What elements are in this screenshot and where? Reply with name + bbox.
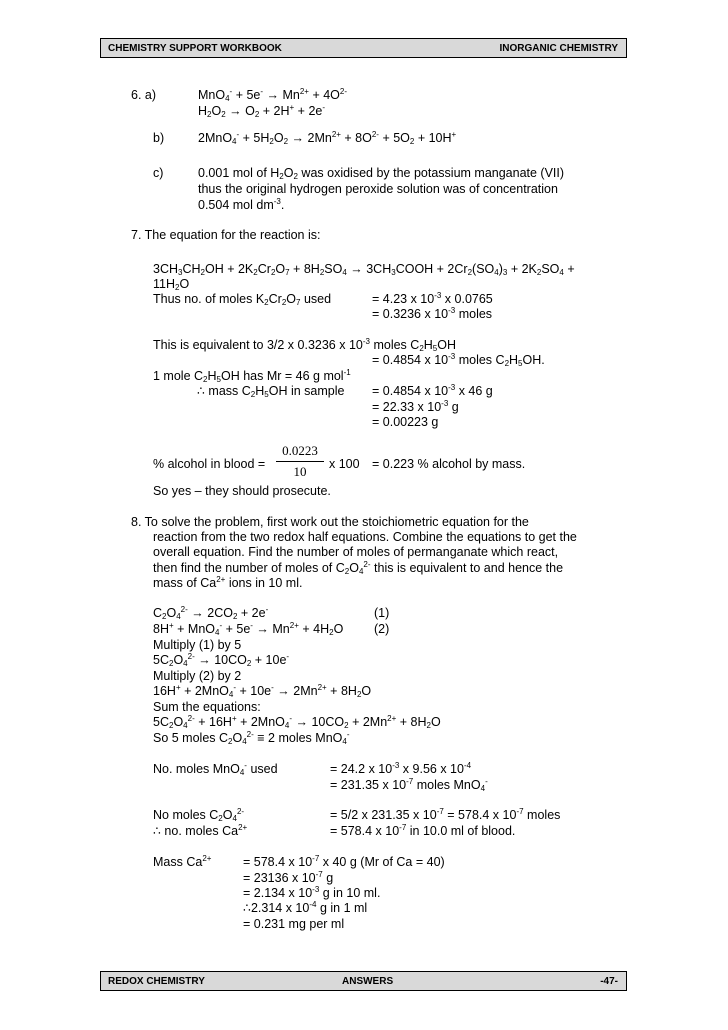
calc-value: = 24.2 x $10^{-3}$ x 9.56 x $10^{-4}$ xyxy=(330,761,472,776)
text-line: 0.001 mol of $H_2O_2$ was oxidised by the potassium manganate (VII) xyxy=(198,166,565,181)
page-number: -47- xyxy=(600,976,618,987)
text-line: mass of $Ca^{2+}$ ions in 10 ml. xyxy=(153,575,303,590)
question-6a-label: 6. a) xyxy=(131,88,157,102)
text-line: Mass $Ca^{2+}$ xyxy=(153,854,212,869)
text-line: overall equation. Find the number of moles of permanganate which react, xyxy=(153,545,559,559)
calc-value: = 578.4 x $10^{-7}$ x 40 g (Mr of Ca = 40) xyxy=(243,854,445,869)
equation-line: $5C_2O_4^{2-} \to 10CO_2 + 10e^-$ xyxy=(153,652,290,668)
calc-value: = 23136 x $10^{-7}$ g xyxy=(243,870,334,885)
calc-value: = 0.223 % alcohol by mass. xyxy=(372,457,526,471)
footer-answers-label: ANSWERS xyxy=(342,976,394,987)
text-line: So yes – they should prosecute. xyxy=(153,484,331,498)
text-line: Multiply (2) by 2 xyxy=(153,669,242,683)
calc-value: = 22.33 x $10^{-3}$ g xyxy=(372,399,459,414)
question-6c-label: c) xyxy=(153,166,164,180)
calc-value: = 0.4854 x $10^{-3}$ x 46 g xyxy=(372,383,493,398)
text-line: x 100 xyxy=(329,457,360,471)
calc-value: = 0.231 mg per ml xyxy=(243,917,345,931)
equation-line: $C_2O_4^{2-} \to 2CO_2 + 2e^-$ xyxy=(153,605,269,621)
calc-value: = 5/2 x 231.35 x $10^{-7} = 578.4$ x $10^{-7}$ moles xyxy=(330,807,561,822)
text-line: then find the number of moles of $C_2O_4^{2-}$ this is equivalent to and hence the xyxy=(153,560,564,576)
text-line: This is equivalent to 3/2 x 0.3236 x $10^{-3}$ moles $C_2H_5OH$ xyxy=(153,337,456,353)
text-line: reaction from the two redox half equations. Combine the equations to get the xyxy=(153,530,577,544)
text-line: 1 mole $C_2H_5OH$ has Mr = 46 g mol$^{-1}$ xyxy=(153,368,351,384)
calc-value: = 578.4 x $10^{-7}$ in 10.0 ml of blood. xyxy=(330,823,516,838)
equation-line: So 5 moles $C_2O_4^{2-} \equiv 2$ moles MnO$_4$- xyxy=(153,730,350,746)
fraction-bar xyxy=(276,461,324,462)
equation-line: $2MnO_4^- + 5H_2O_2 \to 2Mn^{2+} + 8O^{2-} + 5O_2 + 10H^+$ xyxy=(198,130,457,146)
equation-line: $H_2O_2 \to O_2 + 2H^+ + 2e^-$ xyxy=(198,103,326,119)
calc-value: = 231.35 x $10^{-7}$ moles MnO$_4$- xyxy=(330,777,488,793)
header-title-left: CHEMISTRY SUPPORT WORKBOOK xyxy=(108,43,282,54)
fraction-denominator: 10 xyxy=(293,464,307,479)
text-line: No moles $C_2O_4^{2-}$ xyxy=(153,807,245,823)
text-line: Thus no. of moles $K_2Cr_2O_7$ used xyxy=(153,292,332,307)
footer-section-title: REDOX CHEMISTRY xyxy=(108,976,205,987)
equation-line: $5C_2O_4^{2-} + 16H^+ + 2MnO_4^- \to 10CO_2 + 2Mn^{2+} + 8H_2O$ xyxy=(153,714,441,730)
calc-value: = 0.3236 x $10^{-3}$ moles xyxy=(372,306,493,321)
question-8-text: 8. To solve the problem, first work out the stoichiometric equation for the xyxy=(131,515,529,529)
header-title-right: INORGANIC CHEMISTRY xyxy=(499,43,618,54)
header-bar xyxy=(100,38,627,58)
calc-value: = 2.134 x $10^{-3}$ g in 10 ml. xyxy=(243,885,381,900)
question-6b-label: b) xyxy=(153,131,165,145)
question-7-heading: 7. The equation for the reaction is: xyxy=(131,228,321,242)
text-line: Sum the equations: xyxy=(153,700,261,714)
equation-line: $MnO_4^- + 5e^- \to Mn^{2+} + 4O^{2-}$ xyxy=(198,87,348,103)
calc-value: ∴2.314 x $10^{-4}$ g in 1 ml xyxy=(243,900,368,915)
equation-line: $8H^+ + MnO_4^- + 5e^- \to Mn^{2+} + 4H_2O$ xyxy=(153,621,344,637)
equation-line: $16H^+ + 2MnO_4^- + 10e^- \to 2Mn^{2+} + 8H_2O$ xyxy=(153,683,372,699)
text-line: % alcohol in blood = xyxy=(153,457,266,471)
equation-line: $11H_2O$ xyxy=(153,277,190,292)
text-line: No. moles MnO$_4$- used xyxy=(153,761,278,777)
footer-bar xyxy=(100,971,627,991)
equation-number: (1) xyxy=(374,606,390,620)
text-line: 0.504 mol $dm^{-3}$. xyxy=(198,197,285,212)
calc-value: = 0.00223 g xyxy=(372,415,439,429)
text-line: ∴ mass $C_2H_5OH$ in sample xyxy=(197,384,345,399)
calc-value: = 4.23 x $10^{-3}$ x 0.0765 xyxy=(372,291,493,306)
fraction-numerator: 0.0223 xyxy=(282,443,318,458)
text-line: Multiply (1) by 5 xyxy=(153,638,242,652)
text-line: ∴ no. moles $Ca^{2+}$ xyxy=(153,823,248,838)
equation-number: (2) xyxy=(374,622,390,636)
equation-line: $3CH_3CH_2OH + 2K_2Cr_2O_7 + 8H_2SO_4$ → $3CH_3COOH + 2Cr_2(SO_4)_3 + 2K_2SO_4$ + xyxy=(153,262,575,277)
text-line: thus the original hydrogen peroxide solution was of concentration xyxy=(198,182,558,196)
calc-value: = 0.4854 x $10^{-3}$ moles $C_2H_5OH$. xyxy=(372,352,545,368)
